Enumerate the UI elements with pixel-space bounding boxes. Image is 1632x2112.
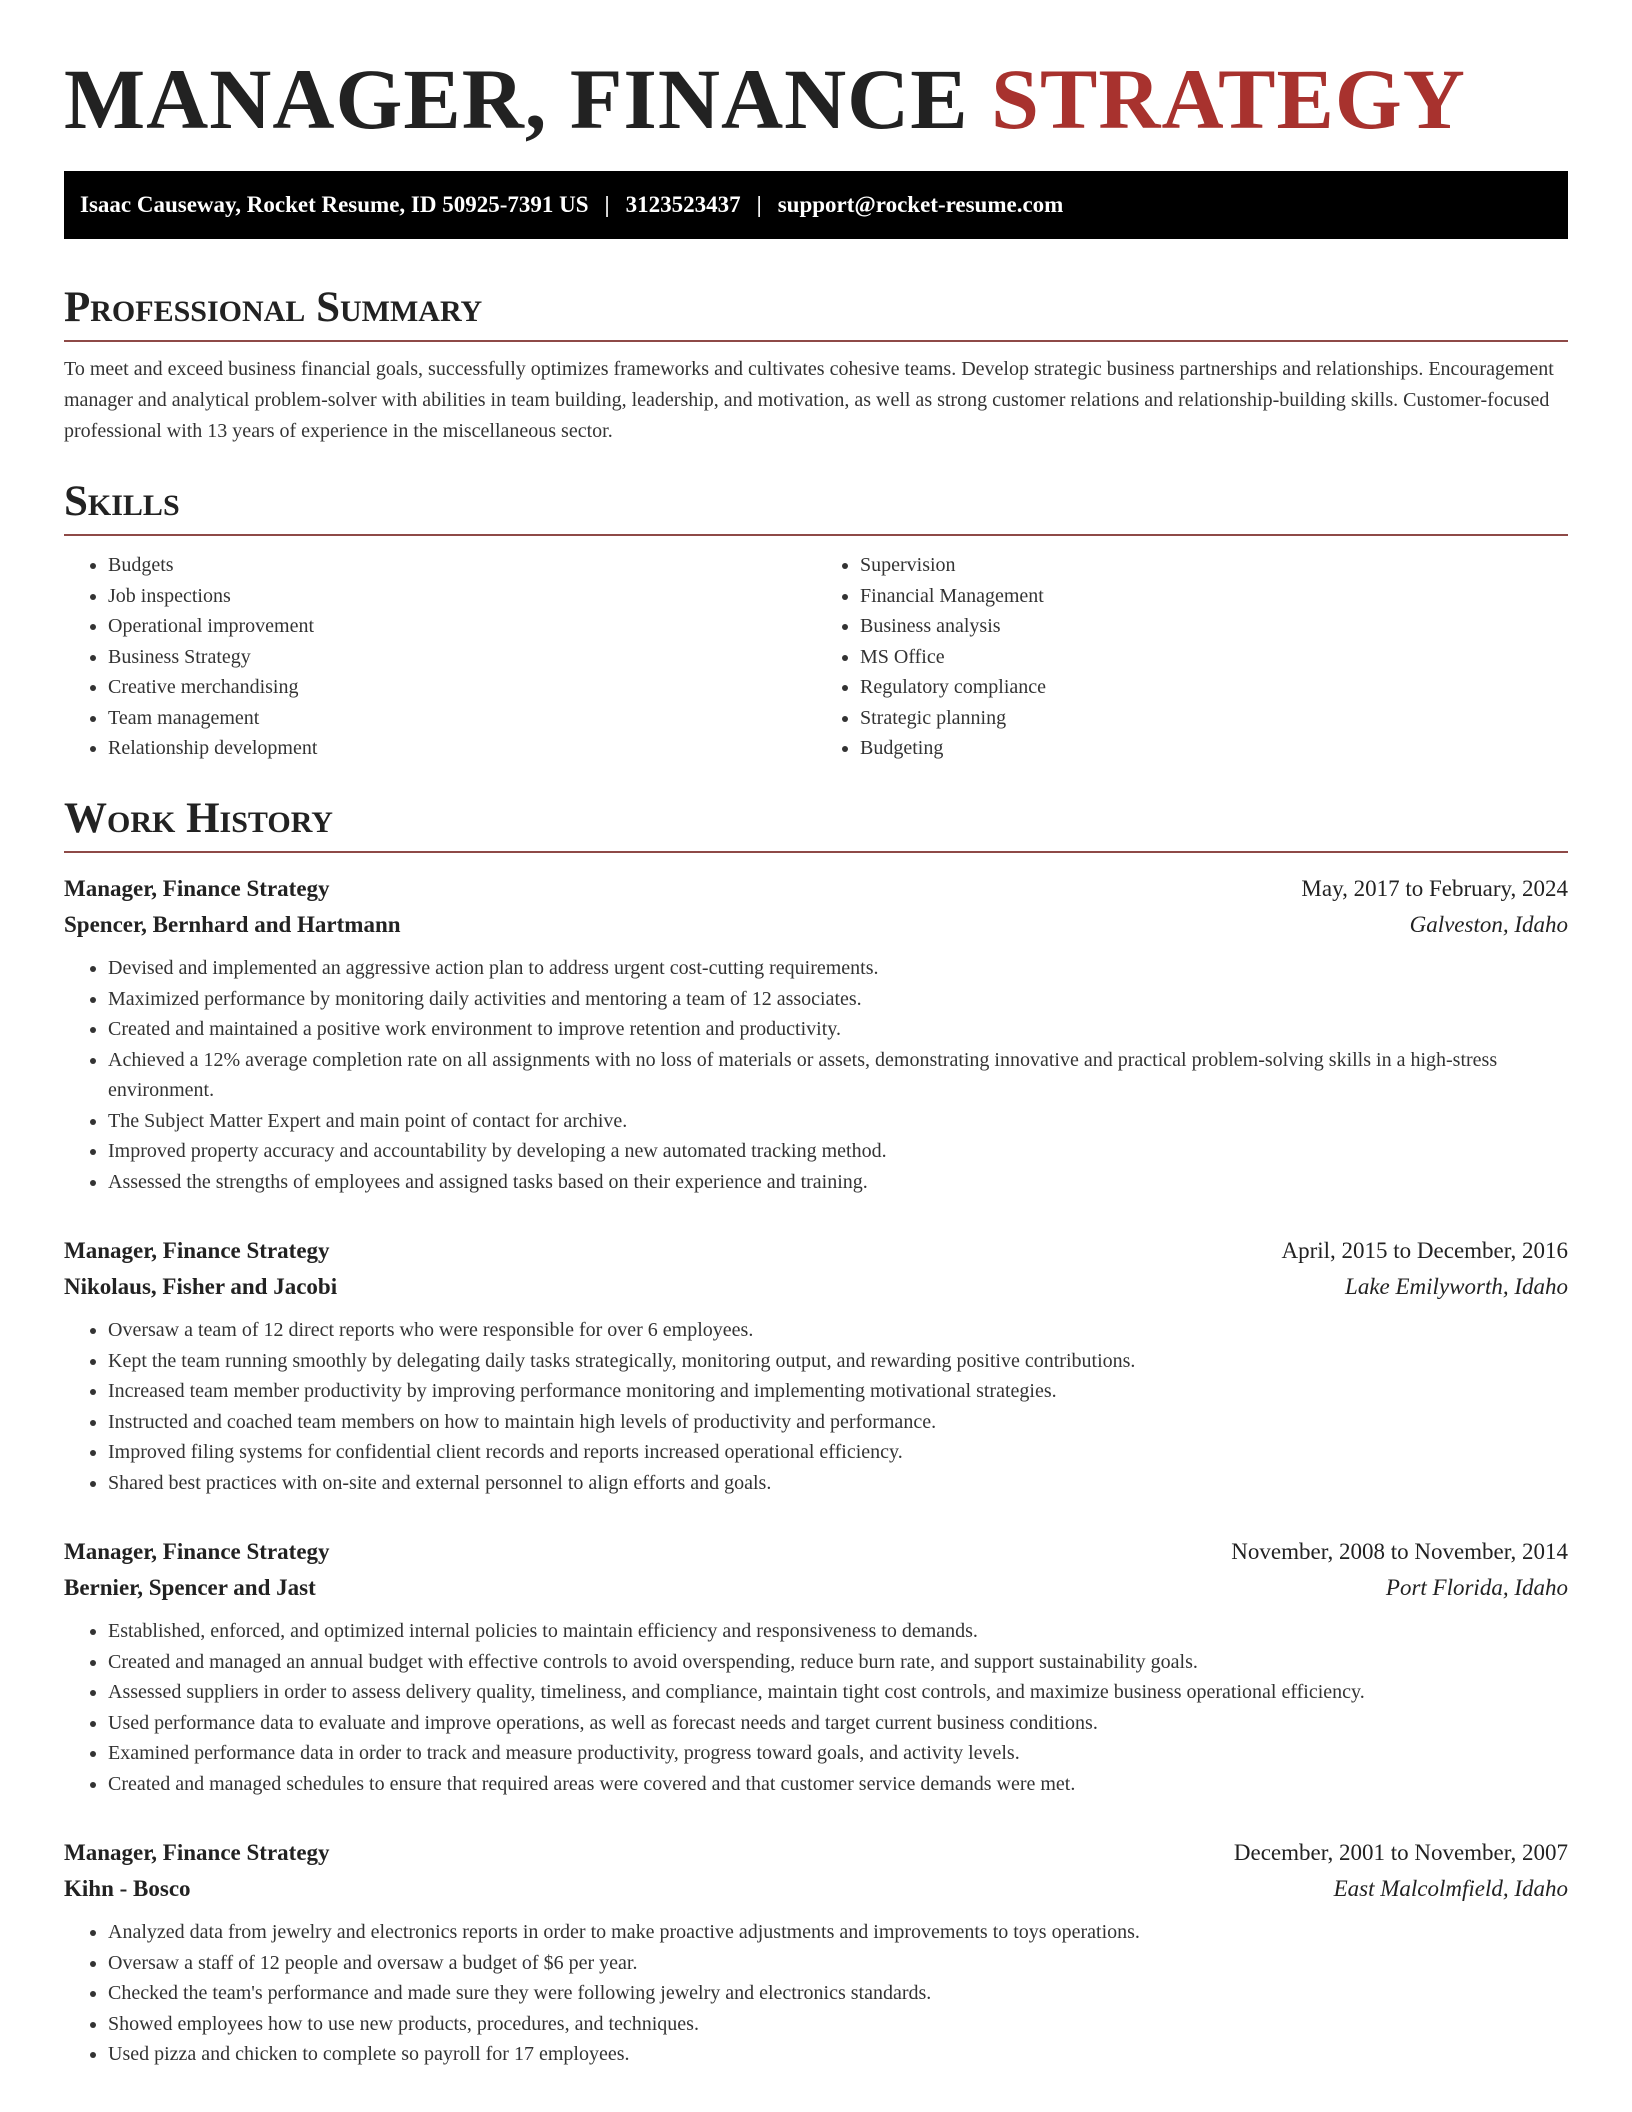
skill-item: • Business analysis [860,611,1568,642]
job-bullet: • Maximized performance by monitoring daily activities and mentoring a team of 12 associates. [108,984,1568,1015]
job-dates: November, 2008 to November, 2014 [1231,1539,1568,1565]
job-title: Manager, Finance Strategy [64,1840,330,1866]
job-title: Manager, Finance Strategy [64,876,330,902]
job-location: East Malcolmfield, Idaho [1333,1876,1568,1902]
skill-item: • Financial Management [860,581,1568,612]
job-bullet: • Instructed and coached team members on how to maintain high levels of productivity and performance. [108,1407,1568,1438]
skill-item: • Strategic planning [860,703,1568,734]
skills-column-right [816,550,1568,764]
job-bullet: • Created and maintained a positive work environment to improve retention and productivity. [108,1014,1568,1045]
job-dates: December, 2001 to November, 2007 [1233,1840,1568,1866]
skill-item: • Regulatory compliance [860,672,1568,703]
skill-item: • Budgets [108,550,816,581]
job-bullet: • Devised and implemented an aggressive action plan to address urgent cost-cutting requirements. [108,953,1568,984]
job-bullets [64,1616,1568,1799]
job-bullet: • Oversaw a staff of 12 people and oversaw a budget of $6 per year. [108,1948,1568,1979]
job-bullet: • Examined performance data in order to track and measure productivity, progress toward goals, and activity levels. [108,1738,1568,1769]
job-company-row [64,1269,1568,1305]
job-bullet: • Improved property accuracy and accountability by developing a new automated tracking method. [108,1136,1568,1167]
job-company-row [64,907,1568,943]
job-company: Kihn - Bosco [64,1876,191,1902]
title-main: MANAGER, FINANCE [64,51,969,147]
job-bullet: • Shared best practices with on-site and external personnel to align efforts and goals. [108,1468,1568,1499]
job-header-row [64,1233,1568,1269]
job-bullets [64,1315,1568,1498]
job-bullet: • Kept the team running smoothly by delegating daily tasks strategically, monitoring output, and rewarding positive contributions. [108,1346,1568,1377]
skill-item: • Relationship development [108,733,816,764]
job-bullet: • Used pizza and chicken to complete so payroll for 17 employees. [108,2039,1568,2070]
job-header-row [64,1835,1568,1871]
job-entry [64,1233,1568,1498]
contact-email: support@rocket-resume.com [777,191,1064,217]
summary-text: To meet and exceed business financial goals, successfully optimizes frameworks and cultivates cohesive teams. Develop strategic business partnerships and relationships. Encouragement manager and analytical problem-solver with abilities in team building, leadership, and motivation, as well as strong customer relations and relationship-building skills. Customer-focused professional with 13 years of experience in the miscellaneous sector. [64,358,1554,443]
contact-separator: | [756,191,762,217]
title-accent: STRATEGY [991,51,1466,147]
job-entry [64,1534,1568,1799]
skill-item: • Creative merchandising [108,672,816,703]
skill-item: • MS Office [860,642,1568,673]
job-bullet: • Assessed the strengths of employees and assigned tasks based on their experience and training. [108,1167,1568,1198]
job-bullet: • Achieved a 12% average completion rate on all assignments with no loss of materials or assets, demonstrating innovative and practical problem-solving skills in a high-stress environment. [108,1045,1568,1106]
job-company-row [64,1871,1568,1907]
skill-item: • Supervision [860,550,1568,581]
job-bullet: • Established, enforced, and optimized internal policies to maintain efficiency and responsiveness to demands. [108,1616,1568,1647]
work-history-heading: Work History [64,794,1568,853]
job-bullet: • Improved filing systems for confidential client records and reports increased operational efficiency. [108,1437,1568,1468]
job-entry [64,871,1568,1197]
contact-bar [64,171,1568,239]
job-bullet: • Assessed suppliers in order to assess delivery quality, timeliness, and compliance, maintain tight cost controls, and maximize business operational efficiency. [108,1677,1568,1708]
job-title: Manager, Finance Strategy [64,1539,330,1565]
work-history-section [64,794,1568,2070]
job-entry [64,1835,1568,2070]
skill-item: • Job inspections [108,581,816,612]
job-bullet: • Checked the team's performance and made sure they were following jewelry and electronics standards. [108,1978,1568,2009]
job-bullet: • Created and managed schedules to ensure that required areas were covered and that customer service demands were met. [108,1769,1568,1800]
job-title: Manager, Finance Strategy [64,1238,330,1264]
job-dates: May, 2017 to February, 2024 [1301,876,1568,902]
job-company: Nikolaus, Fisher and Jacobi [64,1274,338,1300]
job-company: Bernier, Spencer and Jast [64,1575,316,1601]
page-title [64,52,1568,147]
job-bullet: • Created and managed an annual budget with effective controls to avoid overspending, reduce burn rate, and support sustainability goals. [108,1647,1568,1678]
skills-column-left [64,550,816,764]
skills-list [64,550,1568,764]
skills-heading: Skills [64,477,1568,536]
skill-item: • Business Strategy [108,642,816,673]
job-bullet: • Oversaw a team of 12 direct reports who were responsible for over 6 employees. [108,1315,1568,1346]
job-bullet: • The Subject Matter Expert and main point of contact for archive. [108,1106,1568,1137]
skill-item: • Team management [108,703,816,734]
job-header-row [64,1534,1568,1570]
job-bullet: • Used performance data to evaluate and improve operations, as well as forecast needs and target current business conditions. [108,1708,1568,1739]
job-header-row [64,871,1568,907]
job-location: Port Florida, Idaho [1385,1575,1568,1601]
skill-item: • Budgeting [860,733,1568,764]
job-company: Spencer, Bernhard and Hartmann [64,912,401,938]
skill-item: • Operational improvement [108,611,816,642]
skills-section [64,477,1568,764]
job-bullets [64,953,1568,1197]
job-company-row [64,1570,1568,1606]
summary-heading: Professional Summary [64,283,1568,342]
job-location: Lake Emilyworth, Idaho [1345,1274,1568,1300]
job-location: Galveston, Idaho [1409,912,1568,938]
contact-phone: 3123523437 [625,191,741,217]
job-bullet: • Increased team member productivity by improving performance monitoring and implementing motivational strategies. [108,1376,1568,1407]
job-bullets [64,1917,1568,2070]
job-bullet: • Showed employees how to use new products, procedures, and techniques. [108,2009,1568,2040]
contact-separator: | [604,191,610,217]
job-bullet: • Analyzed data from jewelry and electronics reports in order to make proactive adjustments and improvements to toys operations. [108,1917,1568,1948]
contact-address: Isaac Causeway, Rocket Resume, ID 50925-7391 US [80,191,589,217]
job-dates: April, 2015 to December, 2016 [1281,1238,1568,1264]
